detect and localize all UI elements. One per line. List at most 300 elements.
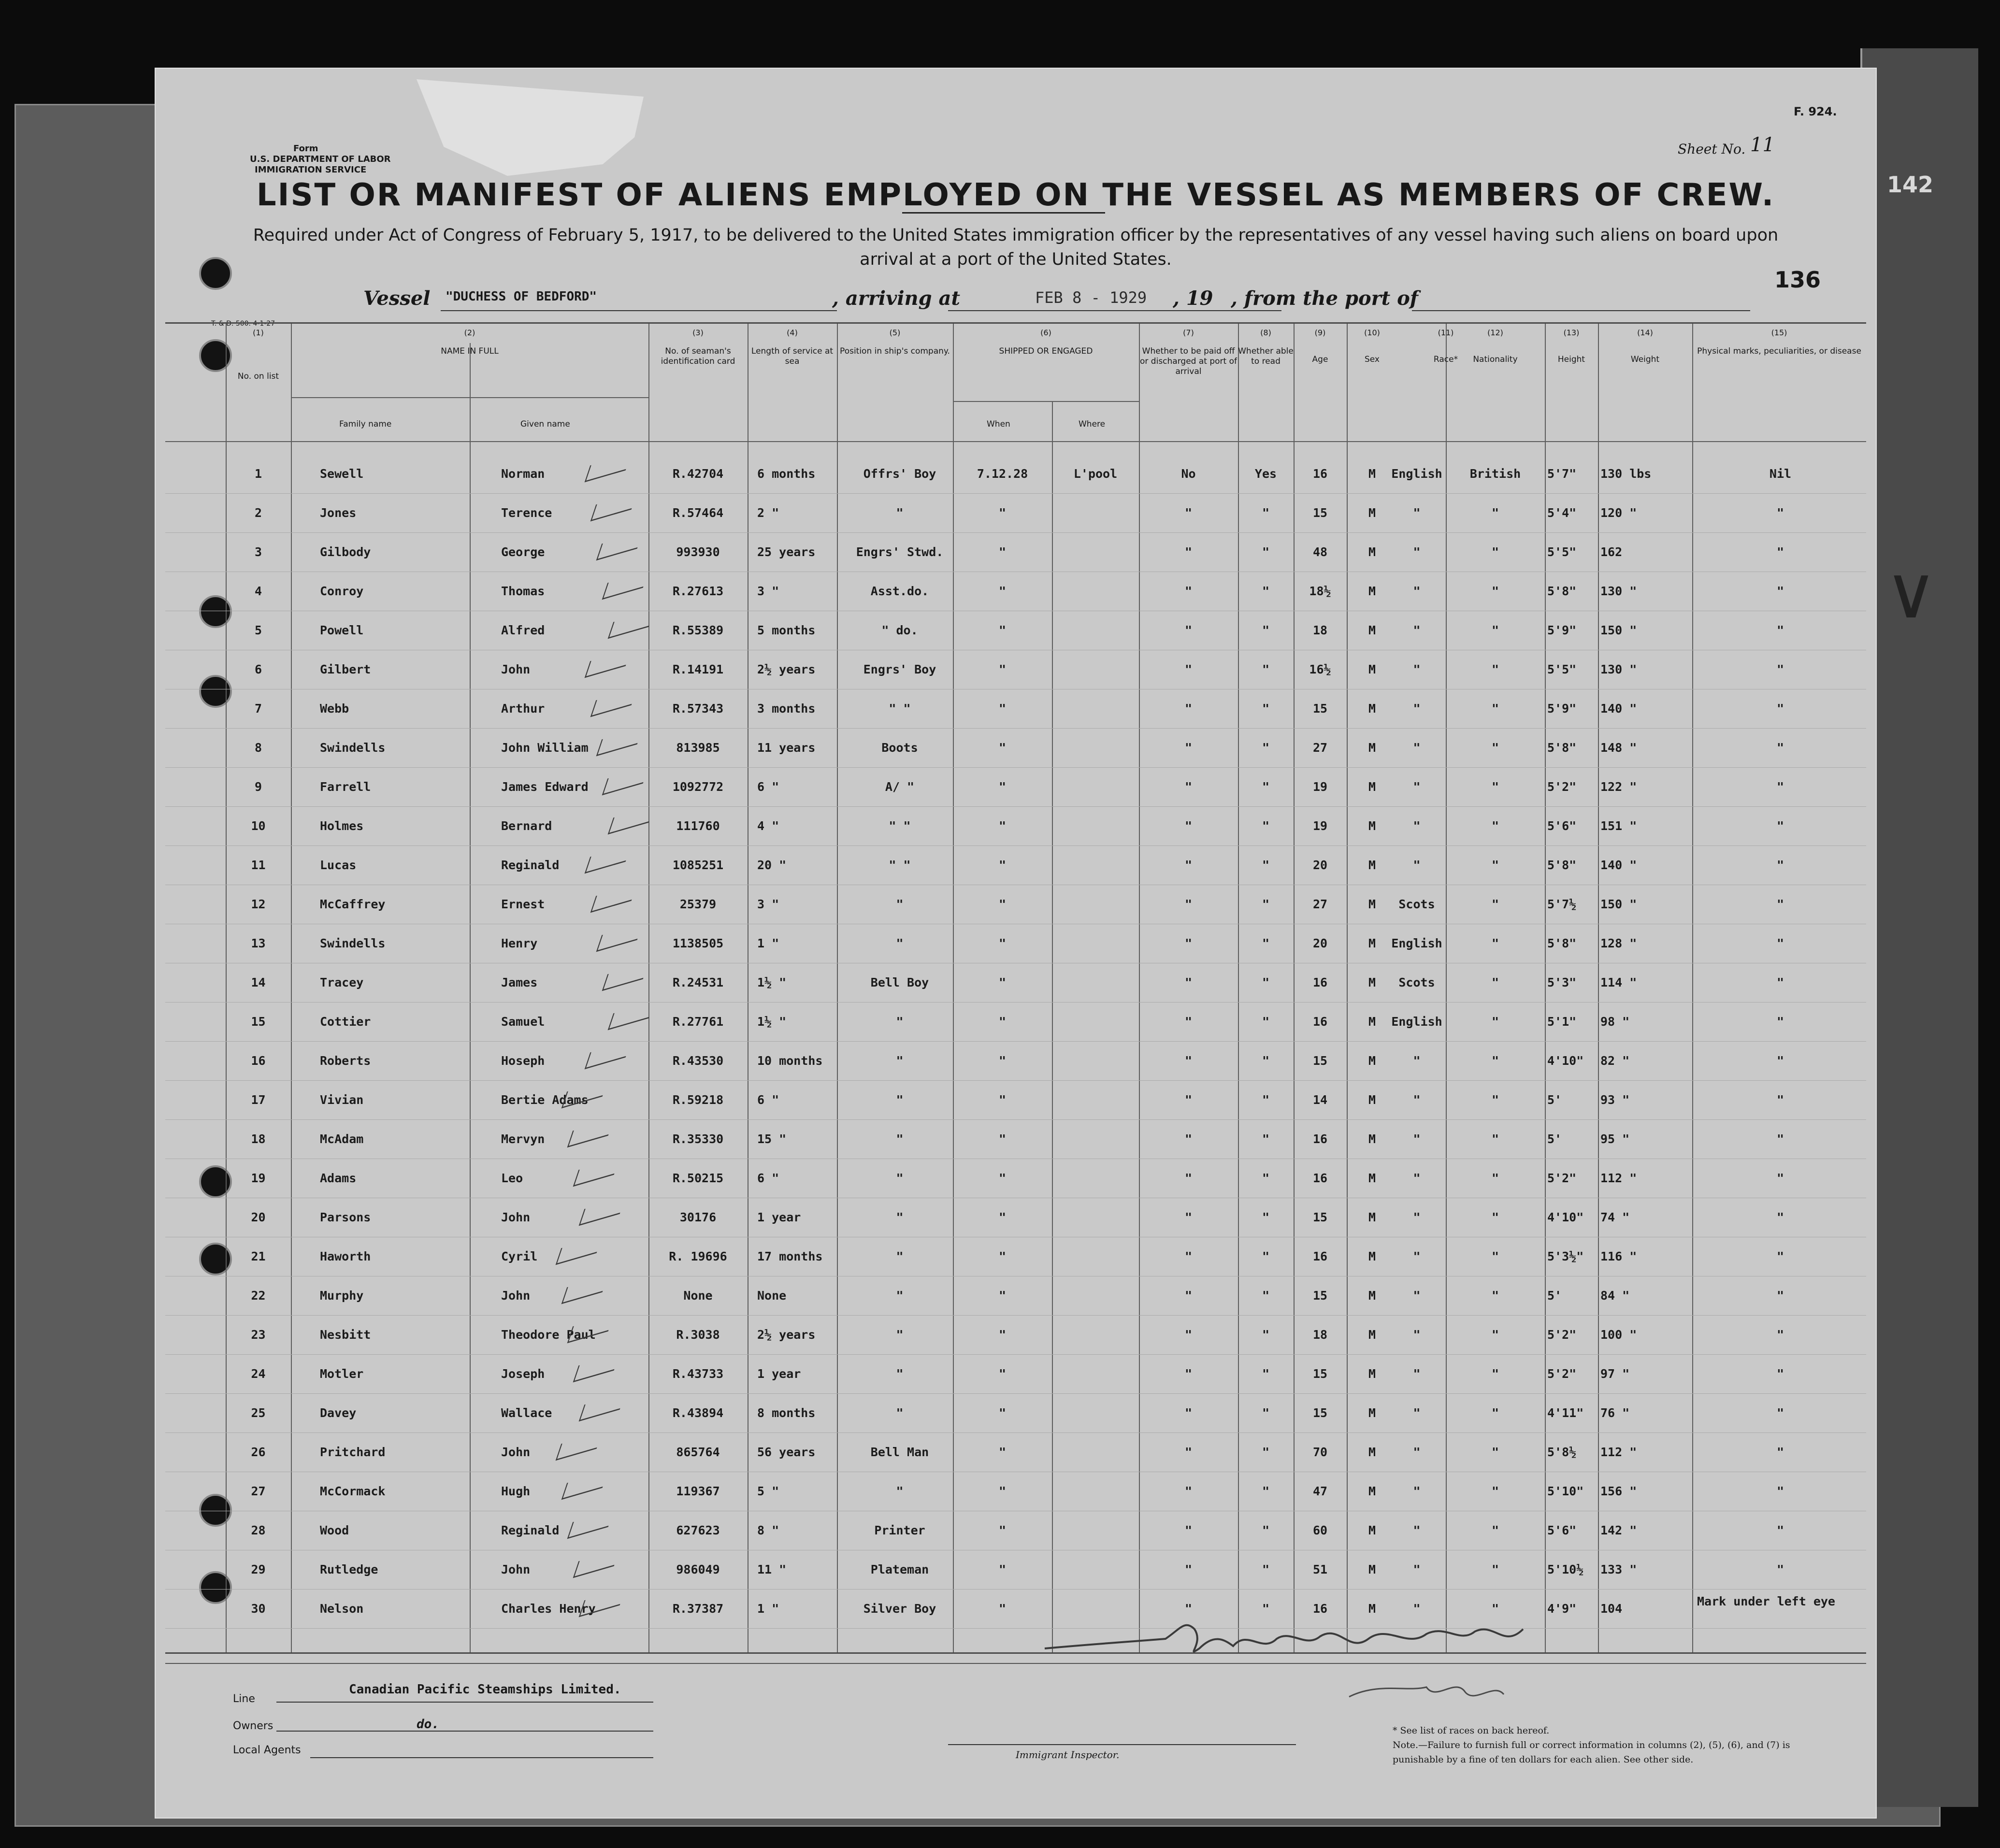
- cell-read: ": [1262, 506, 1270, 520]
- cell-family: Sewell: [320, 467, 364, 481]
- cell-marks: ": [1776, 1562, 1784, 1576]
- cell-sex: M: [1368, 1406, 1376, 1420]
- cell-family: Farrell: [320, 780, 371, 794]
- cell-age: 15: [1312, 1367, 1328, 1381]
- cell-marks: ": [1776, 858, 1784, 872]
- cell-card: R.57464: [672, 506, 724, 520]
- cell-service: 6 ": [757, 1171, 779, 1185]
- cell-age: 16: [1312, 975, 1328, 989]
- from-port-label: , from the port of: [1231, 287, 1419, 310]
- cell-position: " ": [889, 819, 911, 833]
- cell-family: Swindells: [320, 741, 386, 755]
- header-num: (2): [464, 328, 475, 337]
- race-note: * See list of races on back hereof.: [1393, 1725, 1550, 1736]
- cell-paid: ": [1184, 780, 1193, 794]
- cell-given: Thomas: [501, 584, 545, 598]
- table-row: [165, 493, 1866, 533]
- cell-weight: 82 ": [1600, 1054, 1630, 1068]
- cell-paid: ": [1184, 506, 1193, 520]
- cell-weight: 156 ": [1600, 1484, 1637, 1498]
- cell-marks: ": [1776, 1015, 1784, 1029]
- penalty-note: Note.—Failure to furnish full or correct information in columns (2), (5), (6), and (7) is punishable by a fine of ten dollars for each alien. See other side.: [1393, 1740, 1790, 1765]
- cell-no: 17: [251, 1093, 266, 1107]
- cell-when: ": [998, 975, 1007, 989]
- cell-age: 27: [1312, 897, 1328, 911]
- header-label: NAME IN FULL: [441, 346, 499, 356]
- cell-given: John: [501, 1445, 531, 1459]
- cell-race: ": [1413, 858, 1421, 872]
- cell-family: Nelson: [320, 1602, 364, 1616]
- cell-sex: M: [1368, 1015, 1376, 1029]
- cell-no: 13: [251, 936, 266, 950]
- arriving-label: , arriving at: [832, 287, 960, 310]
- cell-age: 16: [1312, 1171, 1328, 1185]
- stock-number: T. & D. 500. 4-1-27: [211, 320, 275, 328]
- cell-sex: M: [1368, 780, 1376, 794]
- cell-sex: M: [1368, 1602, 1376, 1616]
- header-when: When: [987, 419, 1010, 429]
- cell-weight: 130 lbs: [1600, 467, 1652, 481]
- cell-height: 5'10½: [1547, 1562, 1584, 1576]
- cell-family: Parsons: [320, 1210, 371, 1224]
- table-row: [165, 1472, 1866, 1511]
- cell-height: 5': [1547, 1093, 1562, 1107]
- cell-age: 27: [1312, 741, 1328, 755]
- cell-sex: M: [1368, 545, 1376, 559]
- cell-position: Boots: [881, 741, 918, 755]
- cell-given: Wallace: [501, 1406, 552, 1420]
- line-label: Line: [233, 1693, 255, 1705]
- cell-position: ": [896, 1367, 904, 1381]
- cell-nationality: ": [1491, 545, 1499, 559]
- cell-weight: 104: [1600, 1602, 1623, 1616]
- cell-no: 10: [251, 819, 266, 833]
- cell-service: 2 ": [757, 506, 779, 520]
- cell-service: 25 years: [757, 545, 816, 559]
- cell-weight: 150 ": [1600, 623, 1637, 637]
- cell-marks: ": [1776, 1249, 1784, 1263]
- cell-no: 2: [254, 506, 262, 520]
- cell-service: 56 years: [757, 1445, 816, 1459]
- cell-weight: 116 ": [1600, 1249, 1637, 1263]
- cell-service: 5 months: [757, 623, 816, 637]
- cell-when: ": [998, 897, 1007, 911]
- cell-read: ": [1262, 1171, 1270, 1185]
- cell-card: R.27613: [672, 584, 724, 598]
- cell-read: ": [1262, 1132, 1270, 1146]
- cell-age: 48: [1312, 545, 1328, 559]
- cell-sex: M: [1368, 897, 1376, 911]
- cell-service: 2½ years: [757, 1328, 816, 1342]
- cell-sex: M: [1368, 1367, 1376, 1381]
- cell-card: 993930: [676, 545, 720, 559]
- cell-card: R.14191: [672, 662, 724, 676]
- cell-no: 16: [251, 1054, 266, 1068]
- cell-no: 30: [251, 1602, 266, 1616]
- cell-height: 5'2": [1547, 1367, 1577, 1381]
- cell-given: Henry: [501, 936, 538, 950]
- cell-race: ": [1413, 1602, 1421, 1616]
- cell-paid: ": [1184, 1406, 1193, 1420]
- cell-paid: ": [1184, 1484, 1193, 1498]
- cell-no: 7: [254, 702, 262, 716]
- cell-race: English: [1391, 936, 1442, 950]
- cell-race: ": [1413, 741, 1421, 755]
- cell-height: 5'2": [1547, 780, 1577, 794]
- cell-sex: M: [1368, 1562, 1376, 1576]
- cell-family: Powell: [320, 623, 364, 637]
- cell-height: 5'6": [1547, 819, 1577, 833]
- cell-nationality: ": [1491, 1171, 1499, 1185]
- cell-height: 5'7": [1547, 467, 1577, 481]
- cell-age: 47: [1312, 1484, 1328, 1498]
- cell-age: 16: [1312, 1015, 1328, 1029]
- cell-service: 4 ": [757, 819, 779, 833]
- cell-when: ": [998, 506, 1007, 520]
- cell-paid: ": [1184, 858, 1193, 872]
- cell-marks: ": [1776, 936, 1784, 950]
- cell-position: " ": [889, 858, 911, 872]
- cell-height: 5'1": [1547, 1015, 1577, 1029]
- cell-marks: ": [1776, 819, 1784, 833]
- cell-height: 4'10": [1547, 1210, 1584, 1224]
- table-row: [165, 1511, 1866, 1550]
- cell-when: ": [998, 1171, 1007, 1185]
- cell-marks: ": [1776, 741, 1784, 755]
- cell-nationality: ": [1491, 741, 1499, 755]
- cell-sex: M: [1368, 662, 1376, 676]
- cell-nationality: ": [1491, 1249, 1499, 1263]
- cell-read: ": [1262, 1445, 1270, 1459]
- cell-no: 18: [251, 1132, 266, 1146]
- cell-family: Adams: [320, 1171, 357, 1185]
- cell-race: ": [1413, 506, 1421, 520]
- cell-nationality: ": [1491, 1445, 1499, 1459]
- cell-nationality: ": [1491, 1562, 1499, 1576]
- table-row: [165, 611, 1866, 650]
- header-label: Sex: [1364, 355, 1380, 364]
- cell-no: 15: [251, 1015, 266, 1029]
- cell-card: R.37387: [672, 1602, 724, 1616]
- cell-when: ": [998, 1562, 1007, 1576]
- cell-service: 15 ": [757, 1132, 787, 1146]
- header-num: (13): [1563, 328, 1580, 337]
- cell-given: John: [501, 1210, 531, 1224]
- footer-rule: [165, 1663, 1866, 1664]
- cell-nationality: ": [1491, 1367, 1499, 1381]
- cell-given: John: [501, 662, 531, 676]
- cell-family: Motler: [320, 1367, 364, 1381]
- cell-given: James Edward: [501, 780, 589, 794]
- cell-nationality: ": [1491, 819, 1499, 833]
- cell-nationality: ": [1491, 936, 1499, 950]
- cell-height: 5'8": [1547, 936, 1577, 950]
- cell-marks: ": [1776, 1484, 1784, 1498]
- cell-given: Ernest: [501, 897, 545, 911]
- header-num: (12): [1487, 328, 1503, 337]
- cell-paid: ": [1184, 1171, 1193, 1185]
- cell-no: 23: [251, 1328, 266, 1342]
- cell-race: ": [1413, 1171, 1421, 1185]
- agents-rule: [310, 1757, 653, 1758]
- cell-sex: M: [1368, 1249, 1376, 1263]
- cell-when: ": [998, 936, 1007, 950]
- table-row: [165, 454, 1866, 494]
- cell-marks: ": [1776, 1406, 1784, 1420]
- cell-service: 8 months: [757, 1406, 816, 1420]
- cell-given: George: [501, 545, 545, 559]
- crew-table: [165, 322, 1866, 1654]
- underlying-handwriting: ∨: [1885, 551, 1938, 635]
- sheet-no-label: Sheet No.: [1678, 141, 1746, 157]
- cell-age: 70: [1312, 1445, 1328, 1459]
- form-number: F. 924.: [1794, 105, 1837, 118]
- underlying-page-edge: [1860, 48, 1978, 1807]
- cell-paid: ": [1184, 1132, 1193, 1146]
- cell-race: ": [1413, 662, 1421, 676]
- cell-no: 5: [254, 623, 262, 637]
- cell-service: 5 ": [757, 1484, 779, 1498]
- cell-sex: M: [1368, 819, 1376, 833]
- cell-card: R.24531: [672, 975, 724, 989]
- cell-sex: M: [1368, 1210, 1376, 1224]
- header-label: Position in ship's company.: [840, 346, 950, 356]
- page-number-margin: 142: [1887, 172, 1934, 198]
- cell-marks: ": [1776, 506, 1784, 520]
- cell-sex: M: [1368, 1484, 1376, 1498]
- cell-nationality: ": [1491, 584, 1499, 598]
- header-label: Height: [1557, 355, 1585, 364]
- cell-age: 16: [1312, 1132, 1328, 1146]
- cell-given: Bertie Adams: [501, 1093, 589, 1107]
- cell-marks: ": [1776, 1054, 1784, 1068]
- cell-race: ": [1413, 1367, 1421, 1381]
- cell-service: 1½ ": [757, 1015, 787, 1029]
- cell-marks: ": [1776, 545, 1784, 559]
- owners-value: do.: [417, 1717, 439, 1732]
- cell-weight: 76 ": [1600, 1406, 1630, 1420]
- cell-when: ": [998, 623, 1007, 637]
- header-given-name: Given name: [520, 419, 570, 429]
- cell-read: ": [1262, 1289, 1270, 1303]
- cell-weight: 97 ": [1600, 1367, 1630, 1381]
- cell-position: Printer: [874, 1523, 925, 1537]
- cell-marks: ": [1776, 1445, 1784, 1459]
- cell-weight: 140 ": [1600, 858, 1637, 872]
- cell-weight: 151 ": [1600, 819, 1637, 833]
- cell-nationality: ": [1491, 975, 1499, 989]
- header-subrule: [953, 401, 1139, 402]
- table-row: [165, 1354, 1866, 1394]
- header-num: (10): [1364, 328, 1380, 337]
- cell-marks: ": [1776, 584, 1784, 598]
- cell-card: 111760: [676, 819, 720, 833]
- cell-given: John William: [501, 741, 589, 755]
- table-row: [165, 1237, 1866, 1276]
- cell-service: 3 ": [757, 897, 779, 911]
- cell-race: ": [1413, 1054, 1421, 1068]
- cell-age: 15: [1312, 1210, 1328, 1224]
- cell-sex: M: [1368, 467, 1376, 481]
- cell-given: Hugh: [501, 1484, 531, 1498]
- cell-when: ": [998, 662, 1007, 676]
- cell-sex: M: [1368, 1171, 1376, 1185]
- cell-family: Rutledge: [320, 1562, 378, 1576]
- cell-race: ": [1413, 1406, 1421, 1420]
- cell-when: ": [998, 1367, 1007, 1381]
- cell-weight: 74 ": [1600, 1210, 1630, 1224]
- header-label: Race*: [1433, 355, 1458, 364]
- cell-height: 5'8": [1547, 741, 1577, 755]
- header-label: Whether able to read: [1238, 346, 1294, 366]
- cell-race: ": [1413, 545, 1421, 559]
- cell-read: ": [1262, 936, 1270, 950]
- cell-card: R.50215: [672, 1171, 724, 1185]
- table-row: [165, 1433, 1866, 1472]
- cell-position: ": [896, 1328, 904, 1342]
- header-num: (6): [1040, 328, 1051, 337]
- cell-family: McCaffrey: [320, 897, 386, 911]
- cell-sex: M: [1368, 936, 1376, 950]
- cell-height: 5'5": [1547, 662, 1577, 676]
- cell-given: Joseph: [501, 1367, 545, 1381]
- cell-race: ": [1413, 1249, 1421, 1263]
- cell-paid: ": [1184, 623, 1193, 637]
- cell-age: 15: [1312, 1406, 1328, 1420]
- cell-given: Leo: [501, 1171, 523, 1185]
- cell-nationality: ": [1491, 1523, 1499, 1537]
- cell-when: ": [998, 1523, 1007, 1537]
- cell-position: Bell Man: [870, 1445, 929, 1459]
- cell-card: R.43894: [672, 1406, 724, 1420]
- cell-height: 5'7½: [1547, 897, 1577, 911]
- cell-age: 18: [1312, 623, 1328, 637]
- header-label: Age: [1312, 355, 1328, 364]
- cell-weight: 93 ": [1600, 1093, 1630, 1107]
- table-row: [165, 885, 1866, 924]
- cell-nationality: ": [1491, 1484, 1499, 1498]
- header-label: Weight: [1630, 355, 1660, 364]
- cell-sex: M: [1368, 1054, 1376, 1068]
- cell-card: 1092772: [672, 780, 724, 794]
- cell-marks: Mark under left eye: [1697, 1594, 1835, 1608]
- cell-nationality: ": [1491, 1132, 1499, 1146]
- header-able-to-read: [1238, 328, 1294, 439]
- header-num: (15): [1771, 328, 1787, 337]
- cell-marks: ": [1776, 1289, 1784, 1303]
- table-row: [165, 1276, 1866, 1316]
- cell-no: 3: [254, 545, 262, 559]
- cell-service: 6 ": [757, 1093, 779, 1107]
- cell-paid: ": [1184, 1093, 1193, 1107]
- cell-age: 16: [1312, 467, 1328, 481]
- cell-race: ": [1413, 1445, 1421, 1459]
- header-label: SHIPPED OR ENGAGED: [999, 346, 1093, 356]
- cell-card: None: [683, 1289, 713, 1303]
- cell-family: Gilbody: [320, 545, 371, 559]
- document-subtitle: Required under Act of Congress of February 5, 1917, to be delivered to the United States immigration officer by the representatives of any vessel having such aliens on board upon arrival at a port of the United States.: [253, 226, 1779, 269]
- year-label: , 19: [1173, 287, 1213, 310]
- header-num: (14): [1637, 328, 1653, 337]
- cell-race: ": [1413, 1210, 1421, 1224]
- cell-age: 51: [1312, 1562, 1328, 1576]
- cell-given: Terence: [501, 506, 552, 520]
- cell-when: ": [998, 1249, 1007, 1263]
- cell-marks: ": [1776, 975, 1784, 989]
- port-rule: [1412, 310, 1750, 311]
- vessel-label: Vessel: [363, 287, 431, 310]
- cell-position: ": [896, 936, 904, 950]
- cell-paid: ": [1184, 897, 1193, 911]
- cell-position: ": [896, 1015, 904, 1029]
- cell-service: 17 months: [757, 1249, 823, 1263]
- table-row: [165, 1589, 1866, 1629]
- cell-height: 5'8": [1547, 858, 1577, 872]
- header-card-no: [648, 328, 748, 439]
- cell-no: 22: [251, 1289, 266, 1303]
- cell-card: R.3038: [676, 1328, 720, 1342]
- cell-card: 627623: [676, 1523, 720, 1537]
- cell-given: Samuel: [501, 1015, 545, 1029]
- header-physical-marks: [1692, 328, 1866, 439]
- cell-weight: 100 ": [1600, 1328, 1637, 1342]
- cell-height: 5'10": [1547, 1484, 1584, 1498]
- cell-nationality: ": [1491, 858, 1499, 872]
- cell-marks: ": [1776, 1132, 1784, 1146]
- cell-weight: 142 ": [1600, 1523, 1637, 1537]
- cell-age: 15: [1312, 702, 1328, 716]
- form-header-service: IMMIGRATION SERVICE: [255, 165, 367, 175]
- cell-read: ": [1262, 1054, 1270, 1068]
- cell-nationality: ": [1491, 662, 1499, 676]
- cell-no: 24: [251, 1367, 266, 1381]
- header-no-on-list: [226, 328, 291, 439]
- cell-when: ": [998, 1054, 1007, 1068]
- cell-read: ": [1262, 1523, 1270, 1537]
- cell-position: Plateman: [870, 1562, 929, 1576]
- cell-read: ": [1262, 1367, 1270, 1381]
- cell-family: Davey: [320, 1406, 357, 1420]
- table-row: [165, 1393, 1866, 1433]
- cell-age: 20: [1312, 858, 1328, 872]
- cell-nationality: ": [1491, 1602, 1499, 1616]
- cell-height: 5'3": [1547, 975, 1577, 989]
- cell-no: 1: [254, 467, 262, 481]
- cell-given: Arthur: [501, 702, 545, 716]
- cell-position: ": [896, 1132, 904, 1146]
- cell-nationality: ": [1491, 1328, 1499, 1342]
- cell-position: ": [896, 1289, 904, 1303]
- cell-read: ": [1262, 819, 1270, 833]
- cell-family: Wood: [320, 1523, 349, 1537]
- header-label: No. on list: [237, 372, 279, 381]
- cell-height: 5'3½": [1547, 1249, 1584, 1263]
- cell-when: ": [998, 1015, 1007, 1029]
- cell-weight: 112 ": [1600, 1445, 1637, 1459]
- cell-no: 27: [251, 1484, 266, 1498]
- header-num: (1): [253, 328, 264, 337]
- cell-position: ": [896, 1484, 904, 1498]
- cell-card: 30176: [679, 1210, 717, 1224]
- header-num: (11): [1438, 328, 1454, 337]
- cell-family: Gilbert: [320, 662, 371, 676]
- header-family-name: Family name: [339, 419, 392, 429]
- cell-no: 4: [254, 584, 262, 598]
- cell-position: Bell Boy: [870, 975, 929, 989]
- cell-race: ": [1413, 1289, 1421, 1303]
- cell-family: McAdam: [320, 1132, 364, 1146]
- cell-read: ": [1262, 1093, 1270, 1107]
